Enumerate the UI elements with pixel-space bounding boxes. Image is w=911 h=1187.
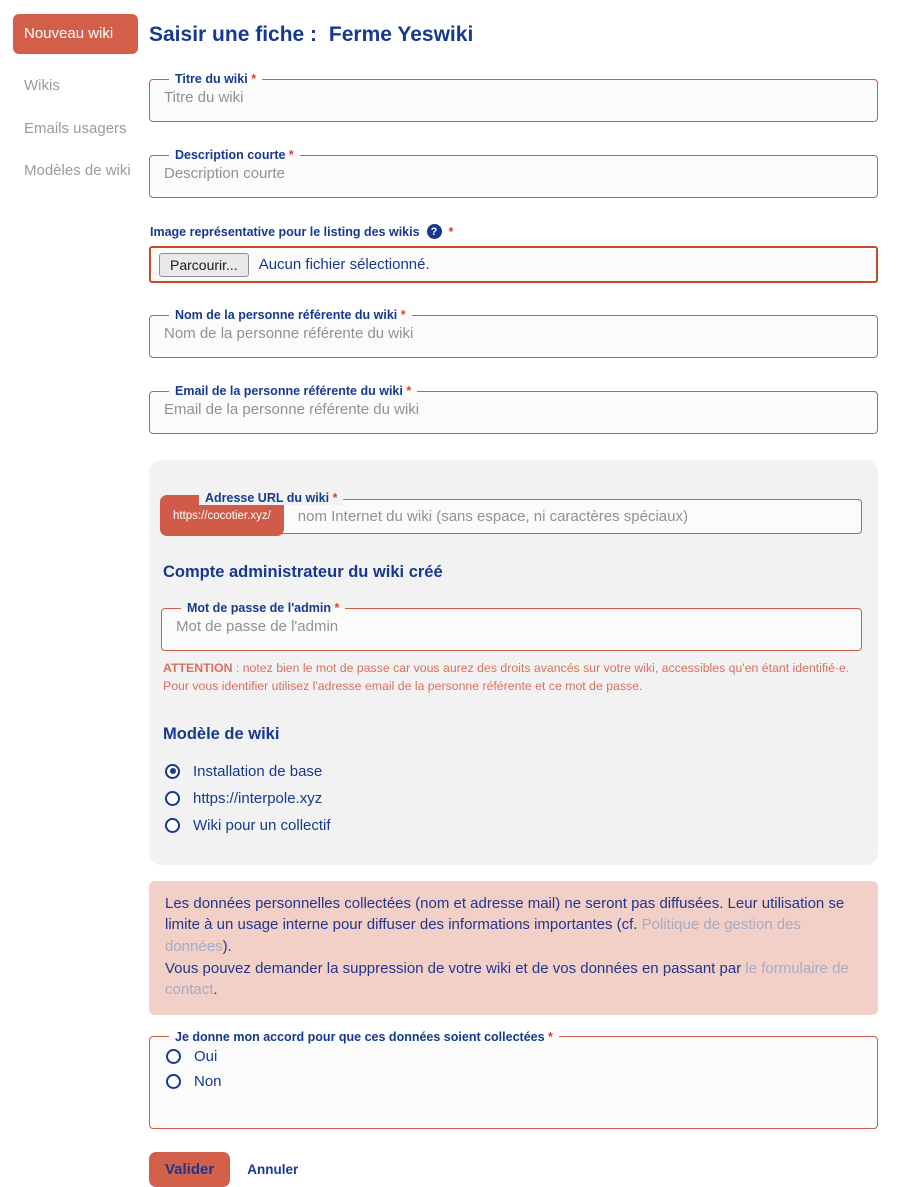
password-warning-text: ATTENTION : notez bien le mot de passe car vous aurez des droits avancés sur votre wiki, accessibles qu'en étant identifié·e. Pour vous identifier utilisez l'adresse email de la personne référente et ce mot de passe. [163,661,850,694]
referent-email-field-group [149,384,878,434]
admin-section-heading: Compte administrateur du wiki créé [163,563,443,581]
consent-field-label: Je donne mon accord pour que ces données soient collectées * [175,1029,553,1044]
model-option-installation-de-base[interactable]: Installation de base [165,763,862,780]
required-asterisk: * [406,384,412,398]
sidebar-item-nouveau-wiki[interactable]: Nouveau wiki [13,14,138,54]
main-content [149,14,878,1187]
title-field-group [149,72,878,122]
referent-email-input[interactable] [162,398,865,426]
model-option-wiki-collectif[interactable]: Wiki pour un collectif [165,817,862,834]
required-asterisk: * [288,148,294,162]
required-asterisk: * [334,601,340,615]
url-input[interactable] [284,500,861,533]
description-field-label: Description courte * [175,148,294,162]
consent-field-group [149,1030,878,1129]
sidebar-item-modeles-de-wiki[interactable]: Modèles de wiki [24,162,131,180]
page-title-wiki-name: Ferme Yeswiki [328,23,474,46]
url-field-label: Adresse URL du wiki * [199,491,343,505]
privacy-notice: Les données personnelles collectées (nom et adresse mail) ne seront pas diffusées. Leur utilisation se limite à un usage interne pour diffuser des informations importantes (cf. Politique de gestion des données). Vous pouvez demander la suppression de votre wiki et de vos données en passant par le formulaire de contact. [149,881,878,1015]
page-title [149,23,878,47]
contact-form-link[interactable]: le formulaire de contact [165,959,849,999]
file-status-text: Aucun fichier sélectionné. [258,256,430,273]
admin-password-input[interactable] [174,615,849,643]
required-asterisk: * [251,72,257,86]
help-question-circle-icon[interactable]: ? [427,224,442,239]
radio-button-icon[interactable] [165,818,180,833]
description-field-group [149,148,878,198]
required-asterisk: * [400,308,406,322]
required-asterisk: * [448,224,454,239]
referent-name-field-label: Nom de la personne référente du wiki * [175,308,406,322]
title-input[interactable] [162,86,865,114]
sidebar-item-wikis[interactable]: Wikis [24,76,60,94]
referent-name-field-group [149,308,878,358]
image-file-input[interactable] [149,246,878,283]
url-prefix-badge: https://cocotier.xyz/ [160,495,284,536]
radio-button-icon[interactable] [165,791,180,806]
required-asterisk: * [548,1029,553,1044]
sidebar [0,14,149,1187]
privacy-policy-link[interactable]: Politique de gestion des données [165,916,801,956]
wiki-settings-panel [149,460,878,865]
referent-name-input[interactable] [162,322,865,350]
browse-button[interactable]: Parcourir... [159,253,249,277]
submit-button[interactable]: Valider [149,1152,230,1187]
required-asterisk: * [332,491,338,505]
password-warning-attention: ATTENTION [163,661,233,675]
url-field-group [161,491,862,534]
sidebar-item-emails-usagers[interactable]: Emails usagers [24,119,127,137]
radio-button-icon[interactable] [165,764,180,779]
cancel-button[interactable]: Annuler [247,1161,299,1177]
radio-button-icon[interactable] [166,1074,181,1089]
model-option-interpole[interactable]: https://interpole.xyz [165,790,862,807]
consent-option-non[interactable]: Non [166,1073,865,1090]
model-section-heading: Modèle de wiki [163,724,280,743]
admin-password-field-group [161,601,862,651]
form-actions [149,1152,878,1187]
description-input[interactable] [162,162,865,190]
consent-option-oui[interactable]: Oui [166,1048,865,1065]
title-field-label: Titre du wiki * [175,72,257,86]
referent-email-field-label: Email de la personne référente du wiki * [175,384,412,398]
radio-button-icon[interactable] [166,1049,181,1064]
admin-password-field-label: Mot de passe de l'admin * [187,601,340,615]
page-title-prefix: Saisir une fiche : [149,23,318,46]
image-field-label: Image représentative pour le listing des wikis ? * [150,224,454,239]
